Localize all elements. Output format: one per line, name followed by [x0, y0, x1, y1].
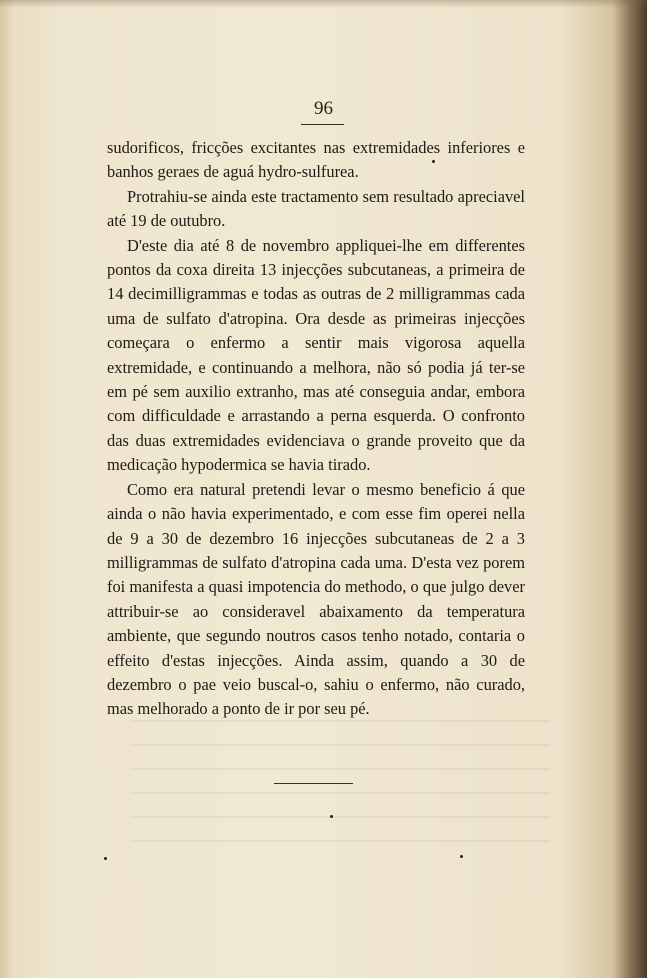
paragraph-4: Como era natural pretendi levar o mesmo beneficio á que ainda o não havia experimentado, e com esse fim operei nella de 9 a 30 de dezembro 16 injecções subcutaneas de 2 a 3 milligrammas de sulfato d'atropina cada uma. D'esta vez porem foi manifesta a quasi impotencia do methodo, o que julgo dever attribuir-se ao consideravel abaixamento da temperatura ambiente, que segundo noutros casos tenho notado, contaria o effeito d'estas injecções. Ainda assim, quando a 30 de dezembro o pae veio buscal-o, sahiu o enfermo, não curado, mas melhorado a ponto de ir por seu pé. — [107, 479, 525, 719]
ink-speck — [432, 160, 435, 163]
paragraph-1: sudorificos, fricções excitantes nas extremidades inferiores e banhos geraes de aguá hydro-sulfurea. — [107, 138, 525, 182]
header-rule — [301, 124, 344, 125]
body-text — [107, 136, 525, 722]
page-edge-shadow — [0, 0, 647, 8]
end-rule — [274, 783, 353, 784]
paragraph-3: D'este dia até 8 de novembro appliquei-lhe em differentes pontos da coxa direita 13 injecções subcutaneas, a primeira de 14 decimilligrammas e todas as outras de 2 milligrammas cada uma de sulfato d'atropina. Ora desde as primeiras injecções começara o enfermo a sentir mais vigorosa aquella extremidade, e continuando a melhora, não só podia já ter-se em pé sem auxilio extranho, mas até conseguia andar, embora com difficuldade e arrastando a perna esquerda. O confronto das duas extremidades evidenciava o grande proveito que da medicação hypodermica se havia tirado. — [107, 235, 525, 475]
ink-speck — [104, 857, 107, 860]
paragraph-2: Protrahiu-se ainda este tractamento sem resultado apreciavel até 19 de outubro. — [107, 186, 525, 231]
page-number: 96 — [314, 98, 333, 119]
ink-speck — [330, 815, 333, 818]
ink-speck — [460, 855, 463, 858]
show-through-text — [130, 720, 550, 860]
